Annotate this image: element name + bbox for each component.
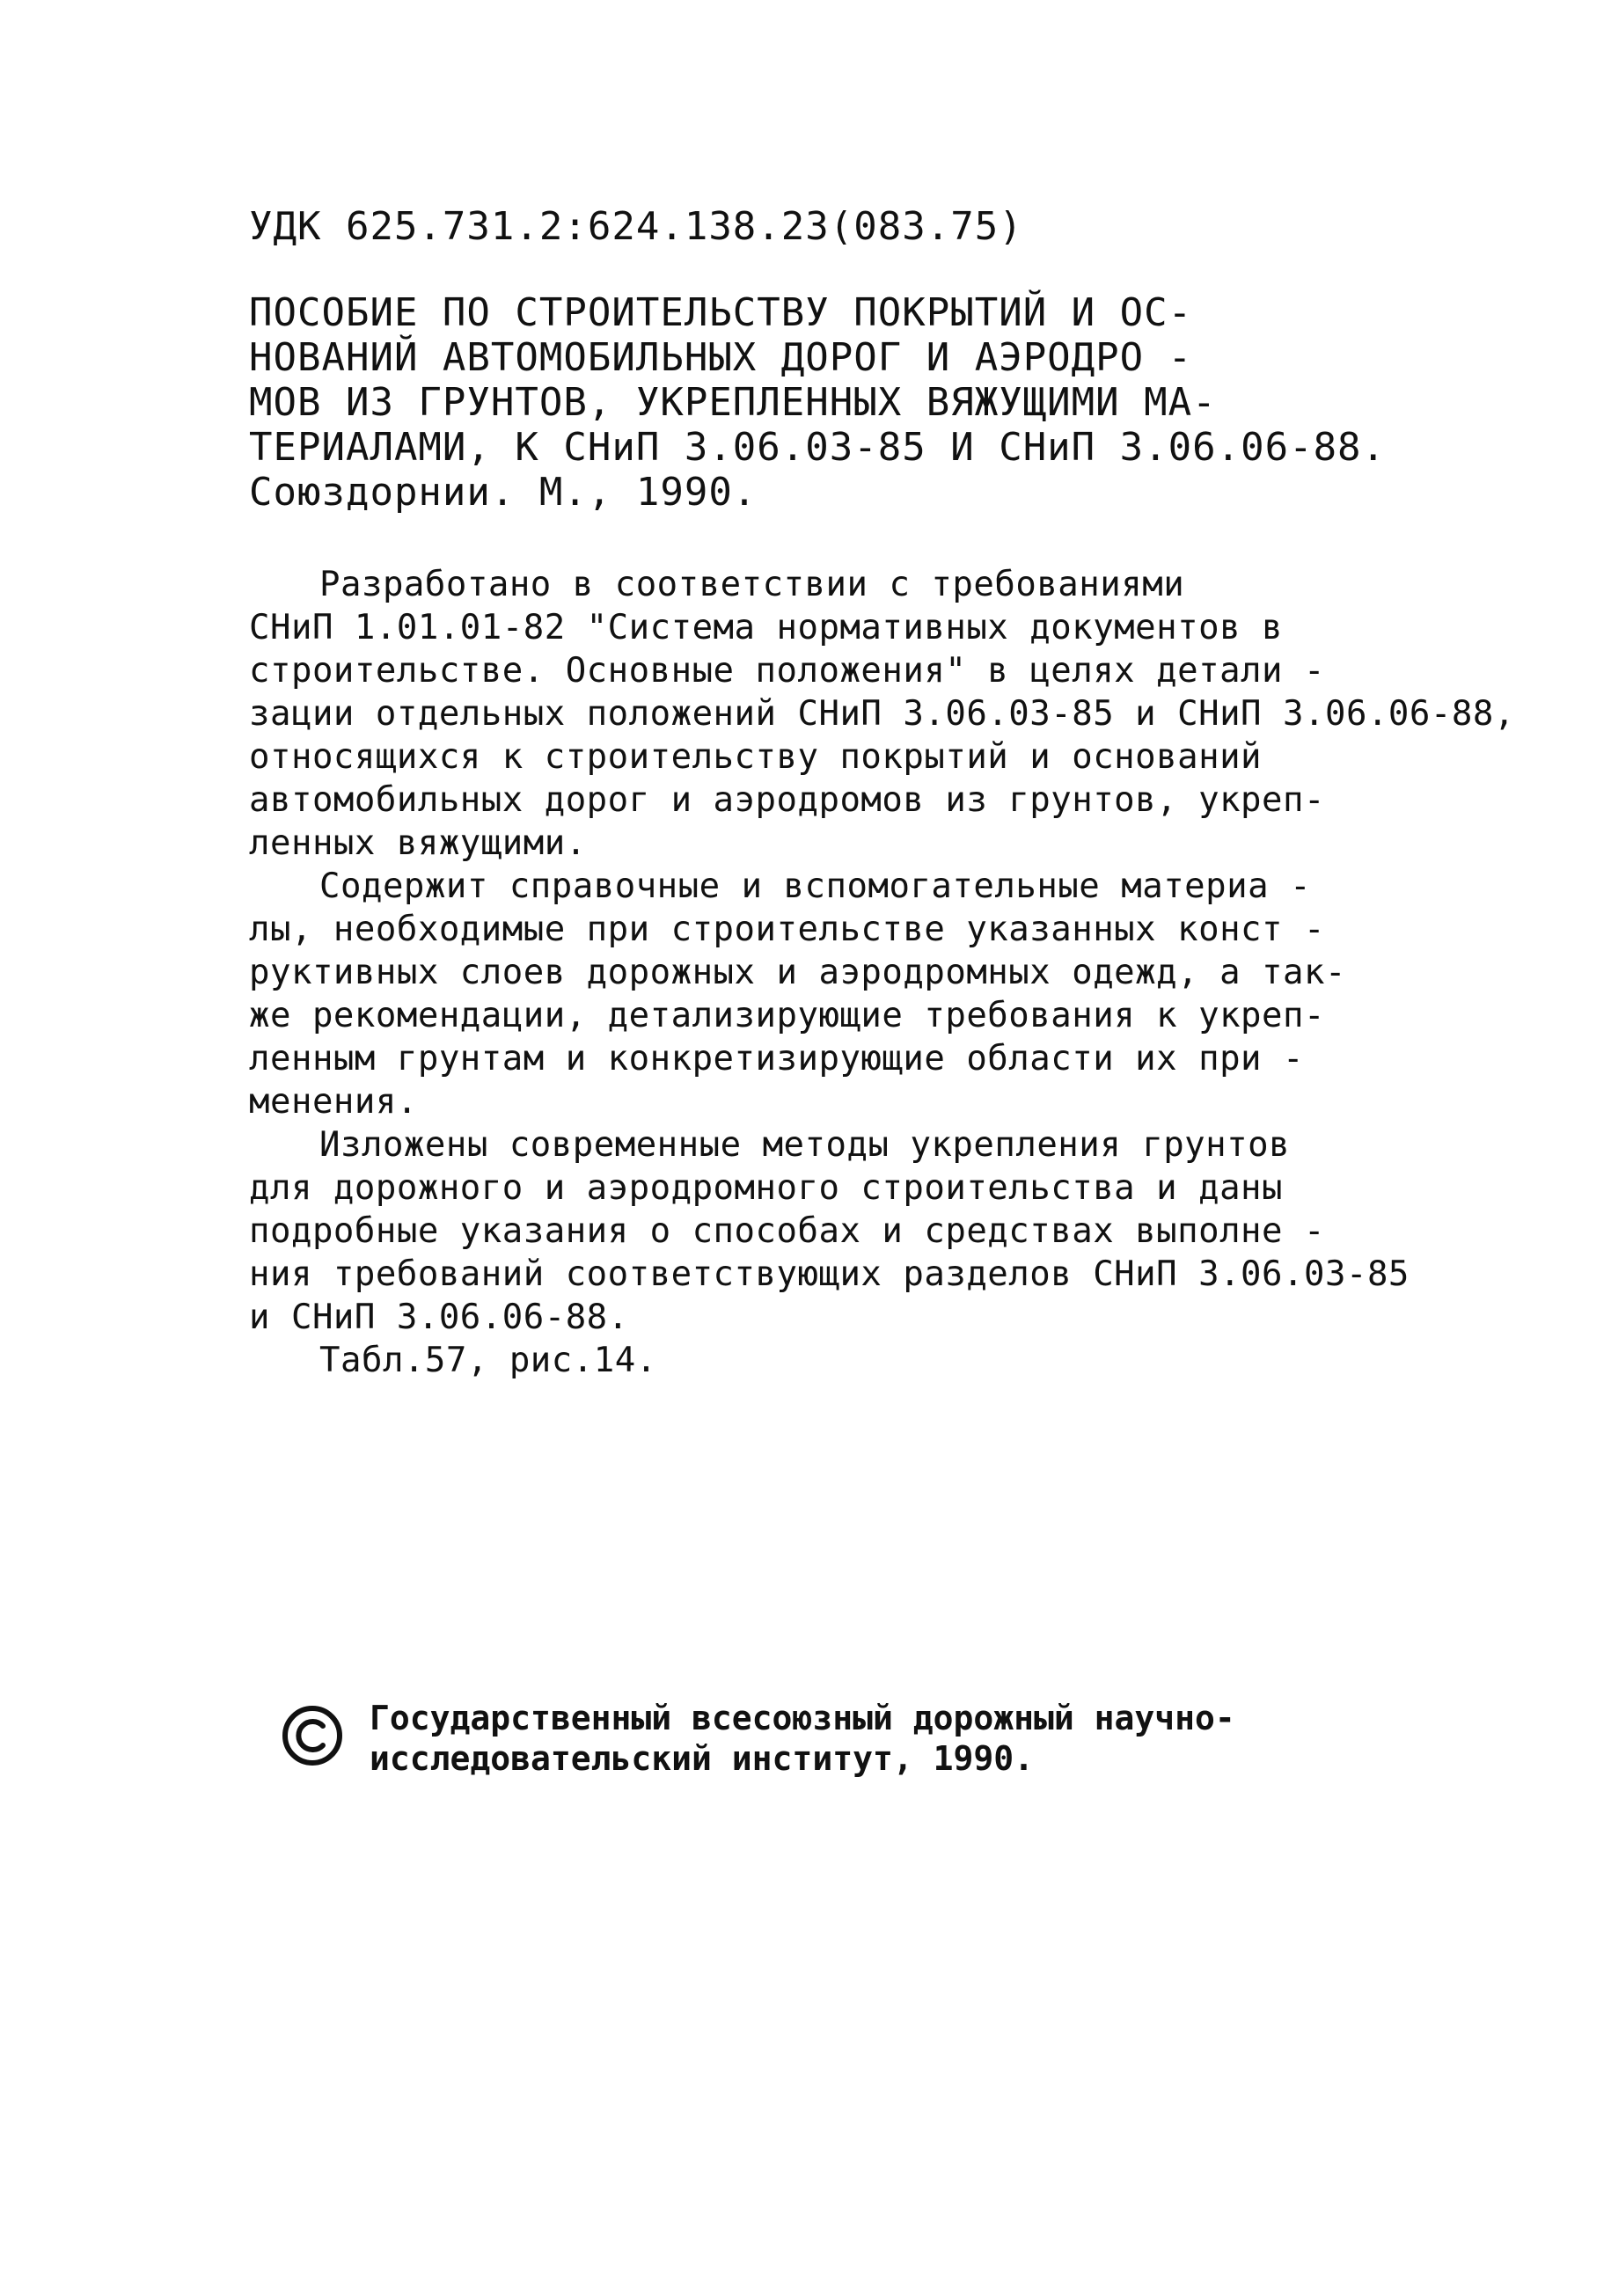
title-line: ПОСОБИЕ ПО СТРОИТЕЛЬСТВУ ПОКРЫТИЙ И ОС- <box>249 290 1193 335</box>
abstract-line: строительстве. Основные положения" в целях детали - <box>249 651 1325 691</box>
abstract-line: руктивных слоев дорожных и аэродромных одежд, а так- <box>249 953 1346 992</box>
abstract-line: ленных вяжущими. <box>249 823 587 863</box>
bibliographic-title <box>249 290 1410 515</box>
copyright-icon <box>282 1705 343 1766</box>
abstract-line: Разработано в соответствии с требованиями <box>319 565 1185 604</box>
abstract-line: для дорожного и аэродромного строительства и даны <box>249 1168 1284 1208</box>
abstract-line: СНиП 1.01.01-82 "Система нормативных документов в <box>249 608 1284 647</box>
abstract-paragraph-2 <box>249 865 1410 1123</box>
abstract-paragraph-1 <box>249 563 1515 865</box>
abstract-line: менения. <box>249 1082 418 1122</box>
abstract-line: относящихся к строительству покрытий и оснований <box>249 737 1263 777</box>
abstract-line: ленным грунтам и конкретизирующие области их при - <box>249 1039 1304 1079</box>
copyright-block <box>282 1698 1425 1779</box>
abstract-line: Содержит справочные и вспомогательные материа - <box>319 866 1312 906</box>
copyright-line: Государственный всесоюзный дорожный научно- <box>370 1699 1235 1737</box>
abstract-line: лы, необходимые при строительстве указанных конст - <box>249 910 1325 949</box>
copyright-text <box>370 1698 1235 1779</box>
abstract-line: автомобильных дорог и аэродромов из грунтов, укреп- <box>249 780 1325 820</box>
abstract-line: же рекомендации, детализирующие требования к укреп- <box>249 996 1325 1035</box>
abstract-line: ния требований соответствующих разделов СНиП 3.06.03-85 <box>249 1254 1410 1294</box>
abstract-line: подробные указания о способах и средствах выполне - <box>249 1211 1325 1251</box>
publisher-line: Союздорнии. М., 1990. <box>249 470 758 515</box>
abstract-paragraph-3 <box>249 1123 1410 1339</box>
tables-figures-count: Табл.57, рис.14. <box>319 1341 657 1380</box>
title-line: МОВ ИЗ ГРУНТОВ, УКРЕПЛЕННЫХ ВЯЖУЩИМИ МА- <box>249 380 1217 425</box>
abstract-line: и СНиП 3.06.06-88. <box>249 1298 629 1337</box>
title-line: НОВАНИЙ АВТОМОБИЛЬНЫХ ДОРОГ И АЭРОДРО - <box>249 335 1193 380</box>
title-line: ТЕРИАЛАМИ, К СНиП 3.06.03-85 И СНиП 3.06.06-88. <box>249 425 1387 470</box>
copyright-line: исследовательский институт, 1990. <box>370 1739 1034 1778</box>
abstract-line: зации отдельных положений СНиП 3.06.03-85 и СНиП 3.06.06-88, <box>249 694 1515 734</box>
abstract <box>249 563 1515 1382</box>
udk-code: УДК 625.731.2:624.138.23(083.75) <box>249 204 1023 249</box>
abstract-line: Изложены современные методы укрепления грунтов <box>319 1125 1291 1165</box>
